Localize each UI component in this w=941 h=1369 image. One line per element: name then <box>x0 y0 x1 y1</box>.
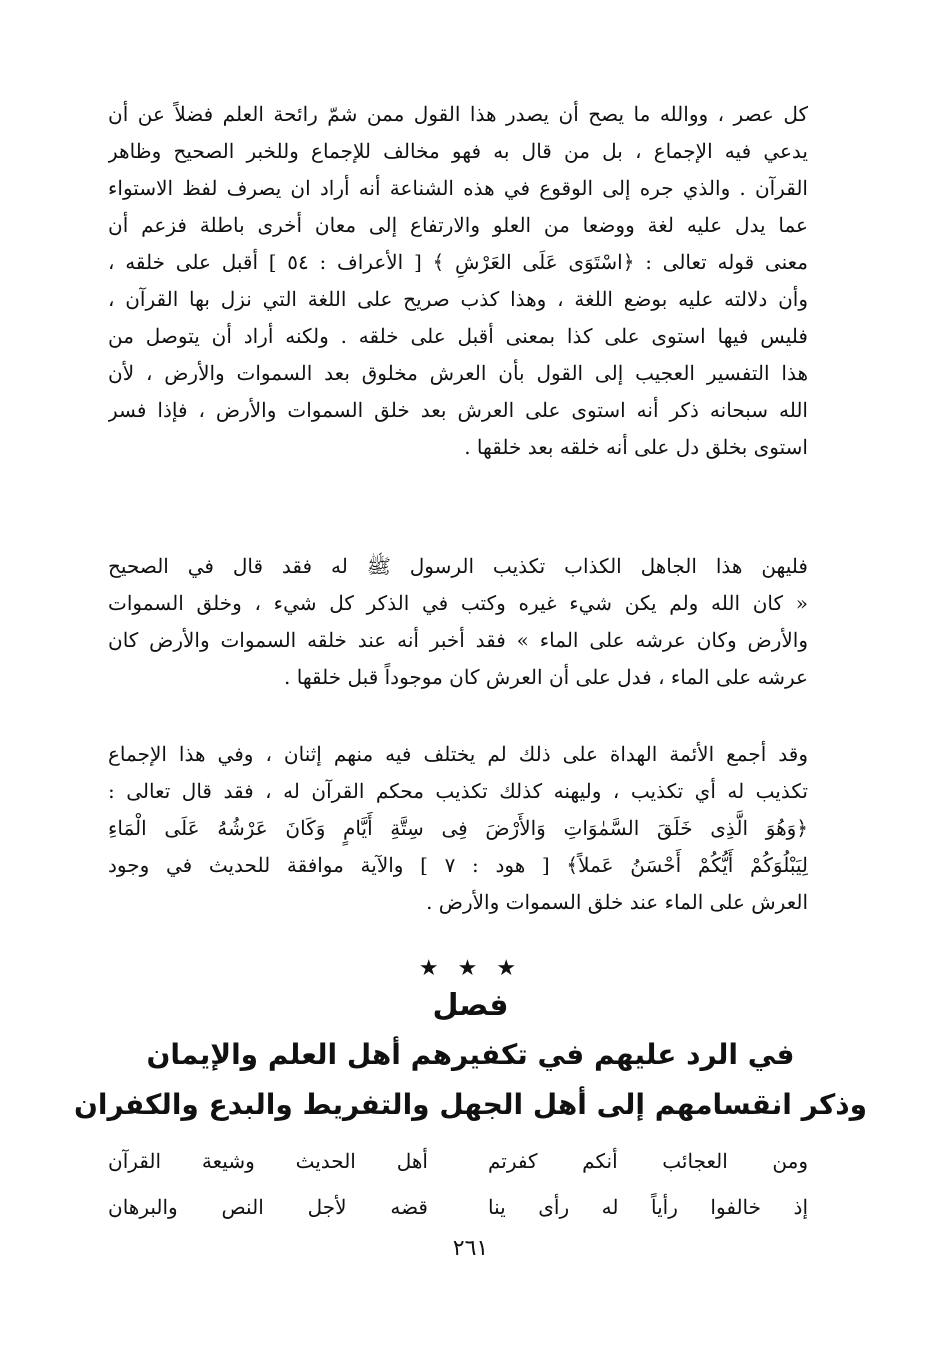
poem <box>108 0 808 1369</box>
text-line: فليس فيها استوى على كذا بمعنى أقبل على خلقه . ولكنه أراد أن يتوصل من <box>108 324 808 348</box>
poem-verse <box>108 1184 808 1230</box>
text-line: عرشه على الماء ، فدل على أن العرش كان موجوداً قبل خلقها . <box>284 665 808 689</box>
text-line: القرآن . والذي جره إلى الوقوع في هذه الشناعة أنه أراد ان يصرف لفظ الاستواء <box>108 176 808 200</box>
text-line: معنى قوله تعالى : ﴿اسْتَوَى عَلَى العَرْشِ ﴾ [ الأعراف : ٥٤ ] أقبل على خلقه ، <box>108 250 808 274</box>
text-line: هذا التفسير العجيب إلى القول بأن العرش مخلوق بعد السموات والأرض ، لأن <box>108 361 808 385</box>
verse-second-hemistich: أهل الحديث وشيعة القرآن <box>108 1149 428 1173</box>
quran-verse-line: لِيَبْلُوَكُمْ أَيُّكُمْ أَحْسَنُ عَملاً﴾ [ هود : ٧ ] والآية موافقة للحديث في وجود <box>108 853 808 877</box>
text-line: يدعي فيه الإجماع ، بل من قال به فهو مخالف للإجماع وللخبر الصحيح وظاهر <box>108 139 808 163</box>
section-subtitle-line-2: وذكر انقسامهم إلى أهل الجهل والتفريط والبدع والكفران <box>73 1088 868 1121</box>
verse-second-hemistich: قضه لأجل النص والبرهان <box>108 1195 428 1219</box>
text-line: فليهن هذا الجاهل الكذاب تكذيب الرسول ﷺ له فقد قال في الصحيح <box>108 554 808 578</box>
text-line: والأرض وكان عرشه على الماء » فقد أخبر أنه عند خلقه السموات والأرض كان <box>108 628 808 652</box>
text-line: العرش على الماء عند خلق السموات والأرض . <box>426 890 808 914</box>
text-line: كل عصر ، ووالله ما يصح أن يصدر هذا القول ممن شمّ رائحة العلم فضلاً عن أن <box>108 102 808 126</box>
poem-verse <box>108 1138 808 1184</box>
section-title: فصل <box>432 988 509 1023</box>
text-line: تكذيب له أي تكذيب ، وليهنه كذلك تكذيب محكم القرآن له ، فقد قال تعالى : <box>108 779 808 803</box>
section-separator: ★ ★ ★ <box>418 956 523 981</box>
section-subtitle-line-1: في الرد عليهم في تكفيرهم أهل العلم والإيمان <box>146 1038 795 1071</box>
text-line: وأن دلالته عليه بوضع اللغة ، وهذا كذب صريح على اللغة التي نزل بها القرآن ، <box>108 287 808 311</box>
verse-first-hemistich: ومن العجائب أنكم كفرتم <box>488 1149 808 1173</box>
verse-first-hemistich: إذ خالفوا رأياً له رأى ينا <box>488 1195 808 1219</box>
quran-verse-line: ﴿وَهُوَ الَّذِى خَلَقَ السَّمٰوَاتِ وَالأَرْضَ فِى سِتَّةِ أَيَّامٍ وَكَانَ عَرْشُهُ عَلَى الْمَاءِ <box>108 816 808 840</box>
text-line: استوى بخلق دل على أنه خلقه بعد خلقها . <box>464 435 808 459</box>
text-line: عما يدل عليه لغة ووضعا من العلو والارتفاع إلى معان أخرى باطلة فزعم أن <box>108 213 808 237</box>
page-number: ٢٦١ <box>452 1236 489 1261</box>
text-line: « كان الله ولم يكن شيء غيره وكتب في الذكر كل شيء ، وخلق السموات <box>108 591 808 615</box>
text-line: الله سبحانه ذكر أنه استوى على العرش بعد خلق السموات والأرض ، فإذا فسر <box>108 398 808 422</box>
text-line: وقد أجمع الأئمة الهداة على ذلك لم يختلف فيه منهم إثنان ، وفي هذا الإجماع <box>108 742 808 766</box>
